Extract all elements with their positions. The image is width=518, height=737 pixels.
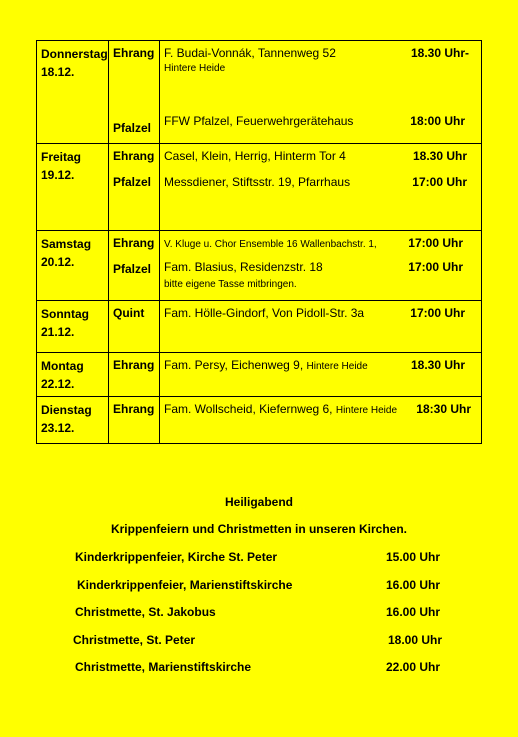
event-note: bitte eigene Tasse mitbringen. (164, 279, 297, 290)
event-text: Casel, Klein, Herrig, Hinterm Tor 4 (164, 149, 346, 163)
heiligabend-event-time: 22.00 Uhr (386, 660, 441, 674)
place-label: Pfalzel (113, 121, 152, 135)
event-time: 18.30 Uhr (410, 358, 465, 372)
day-name: Montag (41, 359, 84, 373)
heiligabend-subtitle: Krippenfeiern und Christmetten in unseren Kirchen. (110, 522, 408, 536)
place-label: Pfalzel (113, 262, 152, 276)
event-cell (160, 41, 482, 144)
event-text: Messdiener, Stiftsstr. 19, Pfarrhaus (164, 175, 351, 189)
event-note: Hintere Heide (164, 63, 226, 74)
schedule-row-dienstag (37, 397, 482, 444)
event-time: 17:00 Uhr (408, 260, 463, 274)
heiligabend-event-name: Christmette, Marienstiftskirche (75, 660, 252, 674)
day-cell (37, 41, 109, 144)
schedule-row-montag (37, 353, 482, 397)
day-name: Freitag (41, 150, 82, 164)
day-cell (37, 144, 109, 231)
event-cell (160, 353, 482, 397)
day-cell (37, 397, 109, 444)
place-cell (109, 353, 160, 397)
day-cell (37, 301, 109, 353)
schedule-row-sonntag (37, 301, 482, 353)
place-label: Ehrang (113, 402, 155, 416)
schedule-row-samstag (37, 231, 482, 301)
heiligabend-event-time: 18.00 Uhr (388, 633, 443, 647)
heiligabend-event-name: Christmette, St. Jakobus (75, 605, 216, 619)
day-date: 20.12. (41, 255, 75, 269)
day-name: Samstag (41, 237, 92, 251)
heiligabend-event-time: 15.00 Uhr (386, 550, 441, 564)
day-date: 22.12. (41, 377, 75, 391)
event-time: 18:00 Uhr (410, 114, 465, 128)
event-cell (160, 231, 482, 301)
place-label: Pfalzel (113, 175, 152, 189)
schedule-row-freitag (37, 144, 482, 231)
schedule-table (36, 40, 482, 444)
event-text: F. Budai-Vonnák, Tannenweg 52 (164, 46, 336, 60)
place-cell (109, 301, 160, 353)
event-suffix: Hintere Heide (335, 405, 398, 416)
place-cell (109, 231, 160, 301)
place-label: Ehrang (113, 236, 155, 250)
place-label: Ehrang (113, 358, 155, 372)
place-cell (109, 144, 160, 231)
day-name: Donnerstag (41, 47, 108, 61)
heiligabend-event-time: 16.00 Uhr (386, 605, 441, 619)
event-time: 18.30 Uhr (412, 149, 467, 163)
day-date: 23.12. (41, 421, 75, 435)
place-label: Quint (113, 306, 145, 320)
place-cell (109, 41, 160, 144)
heiligabend-event-time: 16.00 Uhr (386, 578, 441, 592)
schedule-row-donnerstag (37, 41, 482, 144)
event-time: 17:00 Uhr (412, 175, 467, 189)
event-suffix: Hintere Heide (306, 361, 368, 372)
event-text: FFW Pfalzel, Feuerwehrgerätehaus (164, 114, 354, 128)
heiligabend-event-name: Christmette, St. Peter (73, 633, 196, 647)
day-name: Dienstag (41, 403, 92, 417)
event-cell (160, 397, 482, 444)
event-time: 17:00 Uhr (410, 306, 465, 320)
day-date: 21.12. (41, 325, 75, 339)
place-label: Ehrang (113, 46, 155, 60)
heiligabend-event-name: Kinderkrippenfeier, Kirche St. Peter (75, 550, 278, 564)
event-time: 18:30 Uhr (416, 402, 471, 416)
day-name: Sonntag (41, 307, 89, 321)
day-date: 19.12. (41, 168, 75, 182)
day-cell (37, 353, 109, 397)
place-cell (109, 397, 160, 444)
event-text: Fam. Blasius, Residenzstr. 18 (164, 260, 323, 274)
event-cell (160, 144, 482, 231)
event-cell (160, 301, 482, 353)
day-cell (37, 231, 109, 301)
day-date: 18.12. (41, 65, 75, 79)
event-time: 17:00 Uhr (408, 236, 463, 250)
heiligabend-event-name: Kinderkrippenfeier, Marienstiftskirche (77, 578, 293, 592)
event-text: Fam. Hölle-Gindorf, Von Pidoll-Str. 3a (164, 306, 365, 320)
event-text: Fam. Persy, Eichenweg 9, (164, 358, 304, 372)
event-text: V. Kluge u. Chor Ensemble 16 Wallenbachstr. 1, (164, 239, 377, 250)
event-text: Fam. Wollscheid, Kiefernweg 6, (164, 402, 333, 416)
place-label: Ehrang (113, 149, 155, 163)
event-time: 18.30 Uhr- (410, 46, 469, 60)
heiligabend-title: Heiligabend (224, 495, 293, 509)
